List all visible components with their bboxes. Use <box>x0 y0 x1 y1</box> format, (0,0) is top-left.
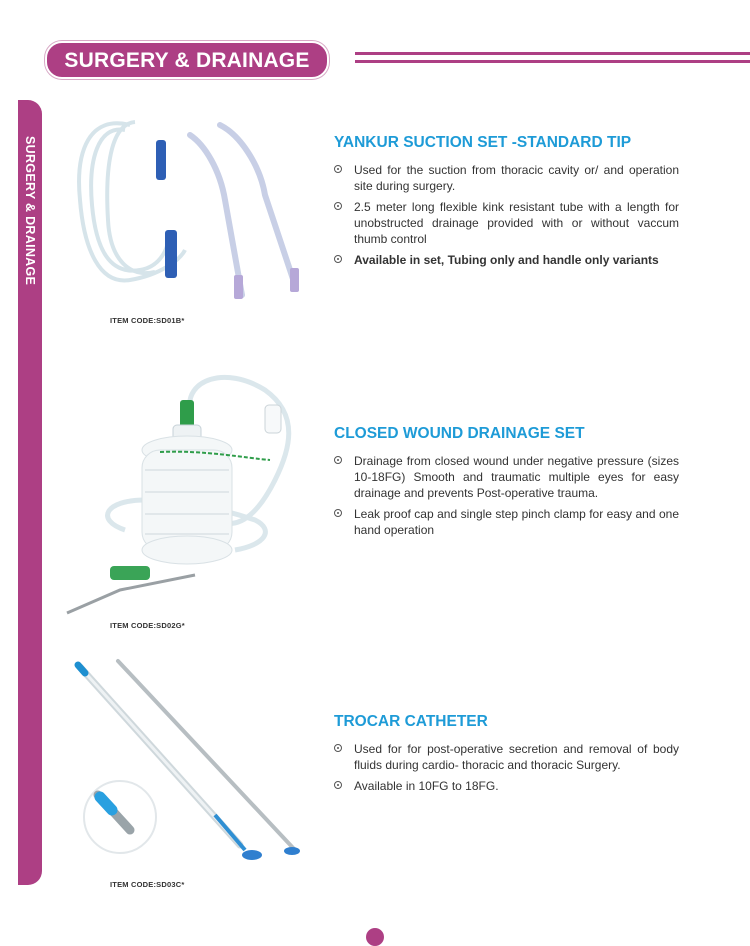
header-rule-bottom <box>355 60 750 63</box>
bullet-icon <box>334 781 342 789</box>
page-marker <box>366 928 384 946</box>
product-bullet: Used for for post-operative secretion and removal of body fluids during cardio- thoracic and thoracic Surgery. <box>334 741 679 773</box>
product-bullet: Drainage from closed wound under negative pressure (sizes 10-18FG) Smooth and traumatic multiple eyes for easy drainage and prevents Post-operative trauma. <box>334 453 679 501</box>
side-tab-label: SURGERY & DRAINAGE <box>23 136 37 286</box>
product-bullet: Used for the suction from thoracic cavity or/ and operation site during surgery. <box>334 162 679 194</box>
yankauer-suction-set-image <box>70 110 310 310</box>
section-header <box>45 41 329 79</box>
bullet-icon <box>334 509 342 517</box>
section-title: SURGERY & DRAINAGE <box>64 49 310 72</box>
bullet-icon <box>334 744 342 752</box>
trocar-catheter-image <box>70 655 310 875</box>
product-bullet: Available in 10FG to 18FG. <box>334 778 679 794</box>
bullet-icon <box>334 456 342 464</box>
product-title: YANKUR SUCTION SET -STANDARD TIP <box>334 134 632 151</box>
product-card <box>334 713 679 799</box>
product-card <box>334 134 679 273</box>
item-code: ITEM CODE:SD01B* <box>110 316 185 325</box>
product-card <box>334 425 679 543</box>
closed-wound-drainage-image <box>65 370 305 620</box>
bullet-icon <box>334 202 342 210</box>
product-title: CLOSED WOUND DRAINAGE SET <box>334 425 585 442</box>
bullet-icon <box>334 255 342 263</box>
product-title: TROCAR CATHETER <box>334 713 488 730</box>
side-tab <box>18 100 42 885</box>
item-code: ITEM CODE:SD03C* <box>110 880 185 889</box>
product-bullet: Available in set, Tubing only and handle only variants <box>334 252 679 268</box>
product-bullet: Leak proof cap and single step pinch clamp for easy and one hand operation <box>334 506 679 538</box>
item-code: ITEM CODE:SD02G* <box>110 621 185 630</box>
product-bullet: 2.5 meter long flexible kink resistant tube with a length for unobstructed drainage provided with or without vaccum thumb control <box>334 199 679 247</box>
bullet-icon <box>334 165 342 173</box>
header-rule-top <box>355 52 750 55</box>
